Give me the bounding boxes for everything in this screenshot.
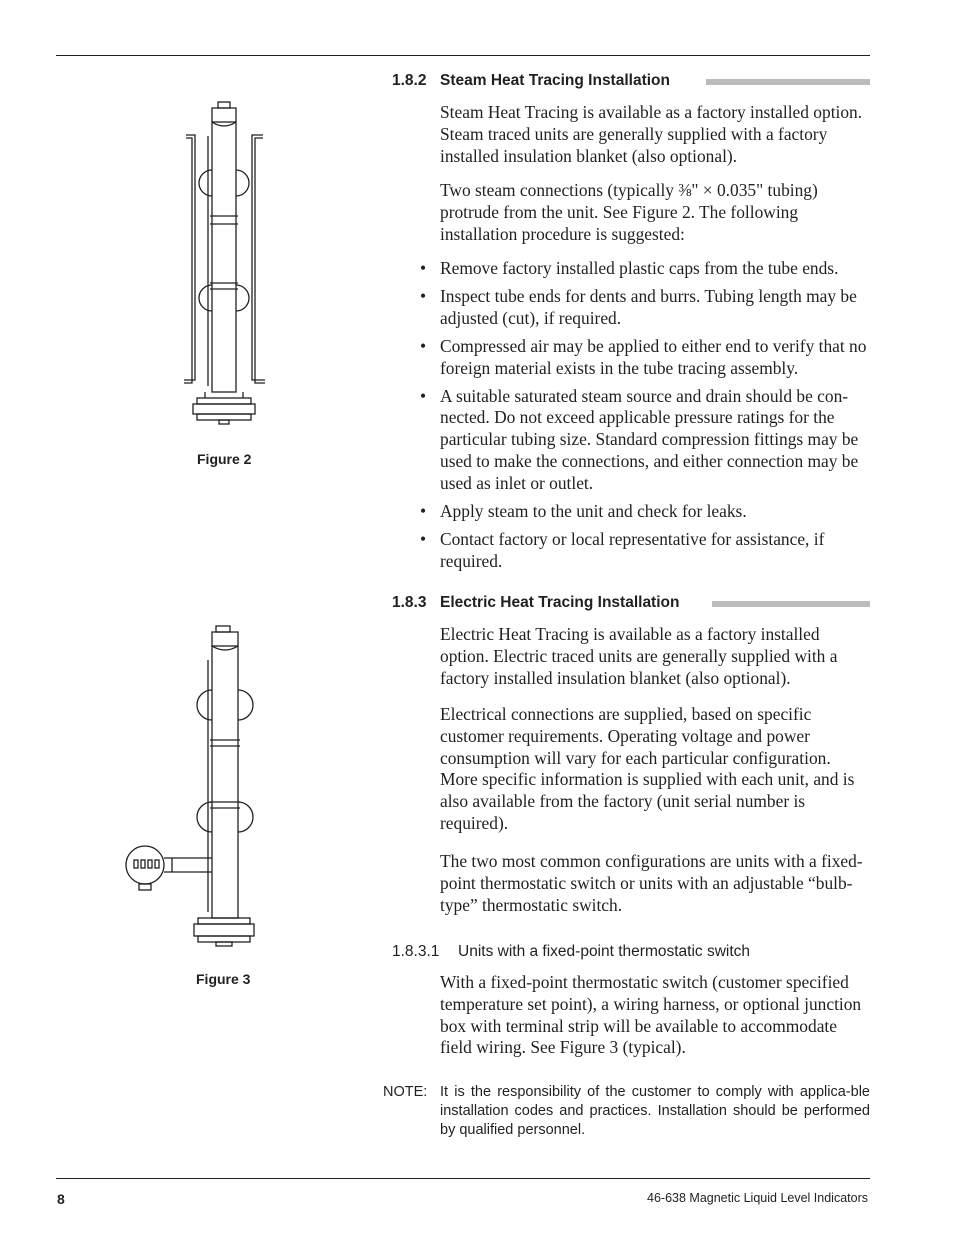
section-title: Steam Heat Tracing Installation (440, 72, 670, 89)
section-number: 1.8.3 (392, 594, 427, 611)
section-number: 1.8.2 (392, 72, 427, 89)
section-heading-steam (392, 72, 670, 90)
subsection-heading-fixed-point (392, 943, 750, 961)
bullet-icon: • (420, 500, 427, 521)
list-item: • Contact factory or local representative for assistance, if required. (420, 528, 825, 571)
section-title: Units with a fixed-point thermostatic switch (458, 943, 751, 960)
paragraph: Steam Heat Tracing is available as a factory installed option. Steam traced units are generally supplied with a factory installed insulation blanket (also optional). (440, 102, 863, 166)
footer-document-title: 46-638 Magnetic Liquid Level Indicators (647, 1191, 868, 1205)
list-item: • Apply steam to the unit and check for leaks. (420, 500, 747, 521)
section-heading-electric (392, 594, 679, 612)
bullet-icon: • (420, 285, 427, 306)
figure-2-caption: Figure 2 (197, 451, 252, 467)
note-label: NOTE: (383, 1084, 428, 1100)
bullet-icon: • (420, 385, 427, 406)
bottom-rule (56, 1178, 870, 1179)
paragraph: With a fixed-point thermostatic switch (customer specified temperature set point), a wiring harness, or optional junction box with terminal strip will be available to accommodate field wiring. See Figure 3 (typical). (440, 972, 862, 1058)
note-text: It is the responsibility of the customer to comply with applica-ble installation codes and practices. Installation should be performed by qualified personnel. (440, 1084, 870, 1138)
top-rule (56, 55, 870, 56)
figure-3-electric-traced-indicator (120, 622, 270, 947)
figure-2-steam-traced-indicator (175, 100, 275, 425)
bullet-icon: • (420, 335, 427, 356)
steam-procedure-list (418, 258, 872, 578)
paragraph: Two steam connections (typically ⅜" × 0.035" tubing) protrude from the unit. See Figure 2. The following installation procedure is suggested: (440, 180, 818, 244)
figure-3-caption: Figure 3 (196, 971, 251, 987)
list-item: • Inspect tube ends for dents and burrs. Tubing length may be adjusted (cut), if required. (420, 285, 857, 328)
section-number: 1.8.3.1 (392, 943, 440, 960)
paragraph: The two most common configurations are units with a fixed-point thermostatic switch or units with an adjustable “bulb-type” thermostatic switch. (440, 851, 863, 915)
paragraph: Electrical connections are supplied, based on specific customer requirements. Operating voltage and power consumption will vary for each particular configuration. More specific information is supplied with each unit, and is also available from the factory (unit serial number is required). (440, 704, 855, 833)
bullet-icon: • (420, 528, 427, 549)
list-item: • A suitable saturated steam source and drain should be con-nected. Do not exceed applicable pressure ratings for the particular tubing size. Standard compression fittings may be used to make the connections, and either connection may be used as inlet or outlet. (420, 385, 859, 493)
page-number: 8 (57, 1191, 65, 1207)
bullet-icon: • (420, 258, 427, 278)
section-title: Electric Heat Tracing Installation (440, 594, 680, 611)
list-item: • Compressed air may be applied to either end to verify that no foreign material exists in the tube tracing assembly. (420, 335, 867, 378)
heading-bar (706, 79, 870, 85)
list-item: • Remove factory installed plastic caps from the tube ends. (420, 258, 839, 278)
paragraph: Electric Heat Tracing is available as a factory installed option. Electric traced units are generally supplied with a factory installed insulation blanket (also optional). (440, 624, 838, 688)
heading-bar (712, 601, 870, 607)
